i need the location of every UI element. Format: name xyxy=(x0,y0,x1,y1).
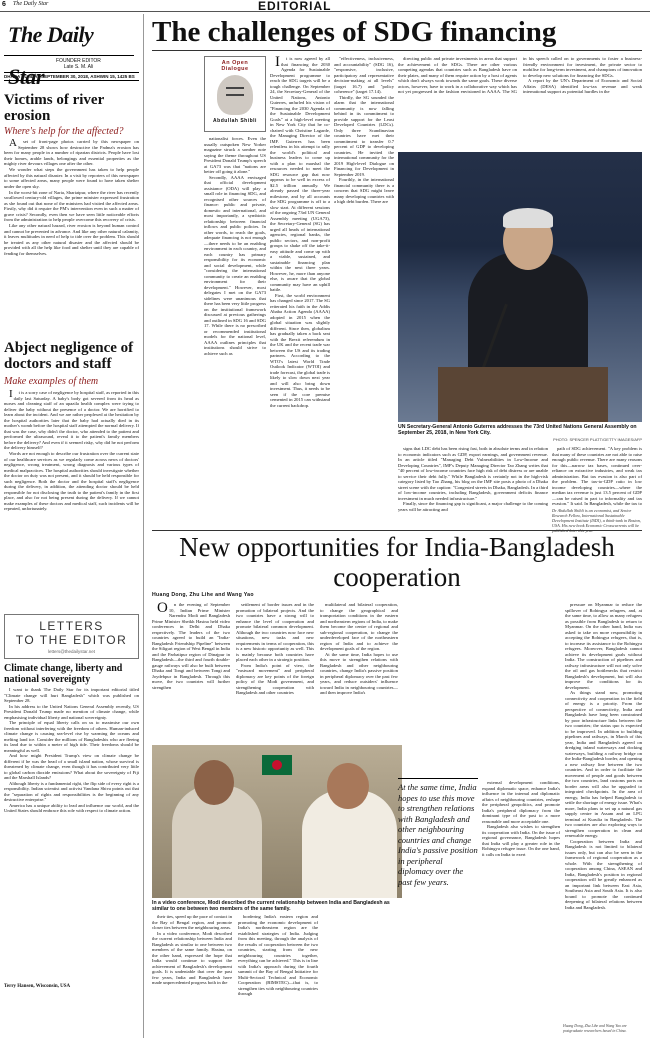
paragraph: The principle of equal liberty calls on us to maximise our own freedom without interfering with the freedom of others. Human-induced climate change is causing sea-level rise by warming the oceans and melting land ice. Consider the millions of Bangladeshis who are fleeing its land due to within a meter of high tide. Their freedoms should be meaningful as well. xyxy=(4,720,139,753)
sdg-column-a xyxy=(152,136,200,524)
paragraph: I want to thank The Daily Star for its important editorial titled "Climate change will hurt Bangladesh" which was published on September 28. xyxy=(4,687,139,703)
paragraph: Cooperation between India and Bangladesh is not limited to bilateral issues only, but can also be seen in the framework of regional cooperation as a whole. With the strengthening of cooperation among China, ASEAN and India, Bangladesh's position in regional cooperation will be greatly enhanced as an important link between East Asia, Southeast Asia and South Asia. It is also bound to promote the continued deepening of bilateral relations between India and Bangladesh. xyxy=(565,838,642,910)
sdg-column-0 xyxy=(204,136,266,524)
india-column-1 xyxy=(152,602,230,742)
byline: Huang Dong, Zhu Lihe and Wang Yao xyxy=(152,592,254,598)
paragraph: multilateral and bilateral cooperation, to change the geographical and transportation conditions in the eastern and northeastern regions of India, to make them become the centre of regional and sub-regional cooperation, to change the underdeveloped face of the northeastern region of India and to achieve the development goals of the region. xyxy=(320,602,398,651)
sdg-column-2 xyxy=(334,56,394,524)
paragraph: Words are not enough to describe our frustration over the current state of our healthcare services as we regularly come across news of doctors' negligence, wrong treatment, wrong diagnosis and various types of medical malpractices. The hospital authorities should investigate whether the doctor on duty was not present, and it should be held responsible for such negligence. Both the doctor and the hospital staff's negligence during the delivery, in addition, the attending doctor should be held responsible for not disclosing the truth to the patient's family in the first place, and also for not being present during the delivery. If we cannot make examples of these doctors and medical staff, such incidents will be repeated, unfortunately. xyxy=(4,451,139,511)
paragraph: settlement of border issues and in the promotion of bilateral projects. And the two countries have a strong will to enhance the level of cooperation and promote bilateral common development. Although the two countries now face new situations, new tasks and new requirements in terms of cooperation, this is a new historic opportunity as well. This is mainly because both countries have placed each other in a strategic position. xyxy=(236,602,314,662)
paragraph: their ties, speed up the pace of contact in the Bay of Bengal region, and promote closer ties between the neighbouring areas. xyxy=(152,914,232,930)
editorial-1-body xyxy=(4,139,139,329)
india-column-b2 xyxy=(238,914,318,1024)
founder-label: FOUNDER EDITOR xyxy=(56,58,101,64)
paragraph: It is now agreed by all that financing the 2030 Agenda for Sustainable Development programme to reach the SDG targets will be a tough challenge. On September 24, the Secretary-General of the United Nations, Antonio Guterres, unfurled his vision of "Financing the 2030 Agenda of the Sustainable Development Goals" at a high-level meeting in New York City that he co-chaired with Christine Lagarde, the Managing Director of the IMF. Guterres has been relentless in his attempt to rally the world's political and business leaders to come up with a plan to marshal the resources needed to meet the SDG resource gap that now appears to be well in excess of $2.5 trillion annually. We already passed the three-year milestone, and by all accounts the SDG programme is off to a slow start. At different sessions of the ongoing 73rd UN General Assembly meeting (UGA73), the Secretary-General (SG) has urged all heads of international agencies, regional banks, the public sectors, and non-profit groups to shake off the take-it-easy attitude and come up with a viable, sustained, and sustainable financing plan within the next three years. However, he, more than anyone else, is aware that the global community may have an uphill battle. xyxy=(270,56,330,292)
sdg-column-3 xyxy=(398,56,642,148)
photo-credit: PHOTO: SPENCER PLATT/GETTY IMAGES/AFP xyxy=(553,437,642,442)
letter-body xyxy=(4,687,139,982)
column-label xyxy=(205,60,265,72)
paragraph: America has a unique ability to lead and influence our world, and the United States should embrace this role with respect to climate action. xyxy=(4,802,139,813)
publication-name: The Daily Star xyxy=(13,1,49,7)
page-number: 6 xyxy=(2,1,6,8)
author-name: Abdullah Shibli xyxy=(213,118,257,124)
photo-caption: UN Secretary-General Antonio Guterres addresses the 73rd United Nations General Assembly on September 25, 2018, in New York City. xyxy=(398,424,637,436)
paragraph: path of SDG achievement. "A key problem is that many of these countries are not able to raise enough public revenue. There are many reasons for this—narrow tax bases, continued over-reliance on extractive industries, and weak tax administration. But tax evasion is also part of the problem. The tax-to-GDP ratio in low income developing countries—where the median tax revenue is just 13.5 percent of GDP—can be raised in part to informality and tax evasion." It said. In Bangladesh, while the tax to xyxy=(552,446,642,506)
letter-title: Climate change, liberty and national sovereignty xyxy=(4,663,123,685)
author-bio: Dr Abdullah Shibli is an economist, and Senior Research Fellow, International Sustainable Development Institute (ISDI), a think-tank in Boston, USA. His new book Economic Crosscurrents will be xyxy=(552,508,641,528)
photo-head-right xyxy=(327,763,369,809)
india-column-6 xyxy=(565,602,642,1020)
left-column xyxy=(0,14,143,1038)
paragraph: First, the world environment has changed since 2017. The SG reiterated his faith in the Addis Ababa Action Agenda (AAAA) adopted in 2015 when the global situation was slightly different. Since then, globalism has gradually taken a back seat with the Brexit referendum in the UK and the recent trade war between the US and its trading partners. According to the WTO's latest World Trade Outlook Indicator (WTOI) and trade forecast, the global trade is likely to slow down next year and will also bring down investment. Thus, it needs to be seen if the core premise cemented in 2015 can withstand the current backdrop. xyxy=(270,292,330,408)
paragraph: On the evening of September 10, Indian Prime Minister Narendra Modi and Bangladesh Prime Minister Sheikh Hasina held video conferences in Delhi and Dhaka respectively. The leaders of the two countries agreed to build an "India-Bangladesh Friendship Pipeline" between the Siliguri region of West Bengal in India and the Parbatipur region of Dinajpur in Bangladesh—the third and fourth double-gauge railways will also be built between Dhaka and Tongi and between Tongi and Joydebpur in Bangladesh. Through this move, the two countries will further strengthen xyxy=(152,602,230,690)
guterres-photo xyxy=(398,152,642,422)
column-divider xyxy=(143,14,144,1038)
editorial-2-deck: Make examples of them xyxy=(4,376,99,387)
letters-header xyxy=(4,614,139,659)
india-column-b3 xyxy=(482,780,560,1024)
paragraph: We wonder what steps the government has taken to help people affected by this natural disaster. In a visit by reporters of this newspaper to some affected areas, many people were found to have taken shelter under the open sky. xyxy=(4,167,139,189)
paragraph: nationalist forces. Even the usually outspoken New Yorker magazine struck a somber note saying the theme throughout US President Donald Trump's speech at GA73 was that "nations are better off going it alone." xyxy=(204,136,266,174)
modi-hasina-photo xyxy=(152,745,402,898)
sdg-column-5 xyxy=(552,446,642,506)
masthead-title: The Daily Star xyxy=(8,22,94,89)
sdg-column-1 xyxy=(270,56,330,524)
paragraph: It is a sorry case of negligence by hospital staff, as reported in this daily last Saturday. A baby's body got severed from its head as nurses and cleaning staff of an upazila health complex were trying to deliver the baby without the presence of a doctor. We are horrified to learn about the incident. And we are rather perplexed at the hesitation by the hospital authorities later that the baby had actually died in its mother's womb before the hospital staff attempted the normal delivery. If that was the case, why didn't the doctor, who attended to the patient and performed the ultrasound, reveal it to the patient's family members before the delivery? And even if it seemed risky, why did he not perform the delivery himself? xyxy=(4,390,139,450)
paragraph: Although liberty is a fundamental right, the flip side of every right is a responsibility. Indian scientist and activist Vandana Shiva points out that the "separation of rights and responsibilities is the beginning of any destructive enterprise." xyxy=(4,780,139,802)
photo-podium xyxy=(438,367,608,422)
paragraph: signs that LDC debt has been rising fast, both in absolute terms and in relation to economic indicators such as GDP, export earnings, and government revenue. In an article titled "Managing Debt Vulnerabilities in Low-Income and Developing Countries", IMF's Deputy Managing Director Tao Zhang writes that "40 percent of low-income countries face high risk of debt distress or are unable to service their debt fully." While Bangladesh is certainly not in the high-risk category listed by Tao Zhang, his blog on the IMF site posts a photo of a Dhaka street scene with the caption: "Congested streets in Dhaka, Bangladesh. In a third of low-income countries, including Bangladesh, government deficits finance investment in much needed infrastructure." xyxy=(398,446,548,501)
bangladesh-flag-icon xyxy=(262,755,292,775)
editorial-1-title: Victims of river erosion xyxy=(4,92,104,124)
letters-heading-2: TO THE EDITOR xyxy=(15,633,128,647)
letters-email[interactable]: letters@thedailystar.net xyxy=(47,649,96,654)
paragraph: And how might President Trump's view on climate change be different if he was the head of a small island nation, whose survival is threatened by climate change, even though it has contributed very little to global carbon dioxide emissions? What about the sovereignty of Fiji and the Marshall Islands? xyxy=(4,753,139,780)
photo-head-left xyxy=(194,760,234,805)
paragraph: Finally, since the financing gap is significant, a major challenge to the coming years will be attracting and xyxy=(398,501,548,512)
author-photo xyxy=(217,75,253,115)
letters-section xyxy=(4,614,139,1038)
india-column-2 xyxy=(236,602,314,742)
paragraph: directing public and private investments in areas that support the achievement of the SDGs. There are other various competing agendas that countries such as Bangladesh have on their plates, and many of them require action by a host of agents which don't always work towards the same goals. These diverse actors, however, have to work in a collaborative way which has not yet progressed in the fashion envisioned in AAAA. The SG in his speech called on to governments to foster a business-friendly environment for investment, the private sector to mobilise for long-term investment, and champions of innovation to develop new solutions for financing the SDGs. xyxy=(398,56,642,94)
author-box xyxy=(204,56,266,132)
paragraph: At the same time, India hopes to use this move to strengthen relations with Bangladesh and other neighbouring countries, change India's passive position in peripheral diplomacy over the past few years, and reduce outsiders' influence toward India in neighbouring countries—and then improve India's xyxy=(320,651,398,695)
photo-hair xyxy=(503,208,553,228)
sdg-headline: The challenges of SDG financing xyxy=(152,16,557,48)
paragraph: Like any other natural hazard, river erosion is beyond human control and cannot be prevented in advance. And like any other natural calamity, it leaves multitudes in need of help to tide over the problem. This should be treated as any other natural disaster and the affected should be provided with all the help like food and shelter until they are capable of fending for themselves. xyxy=(4,223,139,256)
section-title: EDITORIAL xyxy=(258,0,332,13)
dateline: DHAKA SUNDAY SEPTEMBER 30, 2018, ASHWIN 15, 1425 BS xyxy=(4,72,139,81)
sdg-column-4 xyxy=(398,446,548,526)
india-headline: New opportunities for India-Bangladesh cooperation xyxy=(179,532,615,592)
column-label-line-2: Dialogue xyxy=(221,66,249,72)
letters-heading-1: LETTERS xyxy=(39,619,104,633)
paragraph: A report by the UN's Department of Economic and Social Affairs (DESA) identified low-tax revenue and weak international support as potential hurdles in the xyxy=(523,78,642,94)
founder-credit xyxy=(56,58,101,70)
paragraph: Secondly, AAAA envisaged that official development assistance (ODA) will play a small role in financing SDG, and recognised other sources of finance: public and private, domestic and international, and most importantly, a symbiotic relationship between financial inflows and public policies. In other words, to reach the goals, adequate financing is not enough—there needs to be an enabling environment in each country, and each country has primary responsibility for its economic and social development, while "considering the international community to create an enabling environment for their development." However, most delegates I met on the GA73 sidelines were unanimous that there has been very little progress on the institutional framework discussed at previous gatherings and outlined in SDG 16 and SDG 17. While there is no prescribed or recommended institutional models for the national level, AAAA outlines principles that institutions should strive to achieve such as xyxy=(204,174,266,356)
editorial-2-body xyxy=(4,390,139,600)
paragraph: Fourthly, in the international financial community there is a concern that SDG might leave many developing countries with a high debt burden. There are xyxy=(334,177,394,204)
headline-rule xyxy=(152,50,642,51)
letter-signature: Terry Hansen, Wisconsin, USA xyxy=(4,984,71,989)
editorial-1-deck: Where's help for the affected? xyxy=(4,126,124,137)
paragraph: Thirdly, the SG sounded the alarm that the international community is now falling behind in its commitment to provide support for the Least Developed Countries (LDCs). Only three Scandinavian countries have met their commitment to transfer 0.7 percent of GDP to developing countries. He invited the international community for the 2019 High-level Dialogue on Financing for Development in September 2019. xyxy=(334,94,394,177)
paragraph: bordering India's eastern region and promoting the economic development of India's northeastern region are the established strategies of India. Judging from this meeting, through the analysis of the results of cooperation between the two countries, starting from the new neighbouring countries together, everything can be achieved." This is in line with India's approach during the fourth summit of the Bay of Bengal Initiative for Multi-Sectoral Technical and Economic Cooperation (BIMSTEC)—that is, to strengthen ties with neighbouring countries through xyxy=(238,914,318,996)
paragraph: Aset of front-page photos carried by this newspaper on September 28 shows how destructive the Padma's erosion has been for many people in a number of riparian districts. People have lost their homes, arable lands, belongings and essential properties as the mighty river devours villages one after the other. xyxy=(4,139,139,166)
paragraph: In a video conference, Modi described the current relationship between India and Bangladesh as similar to one between two members of the same family. Hasina, on the other hand, expressed the hope that India would continue to support the achievement of Bangladesh's development goals. It is undeniable that over the past few years, India and Bangladesh have made unprecedented progress both in the xyxy=(152,930,232,985)
pull-quote: At the same time, India hopes to use this move to strengthen relations with Bangladesh and other neighbouring countries and change India's passive position in peripheral diplomacy over the past few years. xyxy=(398,778,478,887)
paragraph: From India's point of view, the "eastward movement" and peripheral diplomacy are key points of the foreign policy of the Modi government, and strengthening cooperation with Bangladesh and other countries xyxy=(236,662,314,695)
paragraph: Bangladesh also wishes to strengthen its cooperation with India. On the issue of regional governance, Bangladesh hopes that India will play a greater role in the Rohingya refugee issue. On the one hand, it calls on India to exert xyxy=(482,824,560,857)
india-column-b1 xyxy=(152,914,232,1024)
editorial-2-title: Abject negligence of doctors and staff xyxy=(4,340,134,372)
founder-name: Late S. M. Ali xyxy=(63,64,94,70)
paragraph: In the worst-hit zone of Naria, Shariatpur, where the river has recently swallowed century-old villages, the prime minister expressed frustration as she found out that none of the ministers had visited the affected areas. Firstly, why did it require the PM's intervention even in such a matter of grave crisis? Secondly, even then we have seen little noticeable efforts from the administration to help people overcome this recovery of crisis. xyxy=(4,189,139,222)
page-header xyxy=(0,0,650,12)
paragraph: external development conditions, expand diplomatic space, enhance India's influence in the internal and diplomatic affairs of neighbouring countries, reshape the peripheral geopolitics, and promote India's peripheral diplomacy from the dominant type of the past to a more reasonable and more acceptable one. xyxy=(482,780,560,824)
column-label-line-1: An Open xyxy=(221,60,249,66)
paragraph: "effectiveness, inclusiveness, and accountability" (SDG 16), "responsive, inclusive, participatory and representative decision-making at all levels" (target 16.7) and "policy coherence" (target 17.14). xyxy=(334,56,394,94)
author-footnote: Huang Dong, Zhu Lihe and Wang Yao are postgraduate researchers based in China. xyxy=(563,1024,627,1033)
paragraph: In his address to the United Nations General Assembly recently, US President Donald Trump made no mention of climate change, while emphasising individual liberty and national sovereignty. xyxy=(4,703,139,720)
paragraph: pressure on Myanmar to reduce the spillover of Rohingya refugees, and, at the same time, to allow as many refugees as possible from Bangladesh to return to Myanmar. On the other hand, India was asked to take on more responsibility in accepting the Rohingya refugees, that is, to increase its assistance to the Rohingya refugees. Moreover, Bangladesh cannot achieve its development goals without India. The construction of pipelines and railway infrastructure will not only solve the oil and gas bottlenecks that restrict Bangladesh's development, but will also improve the conditions for its development. xyxy=(565,602,642,690)
paragraph: As things stand now, promoting connectivity and cooperation in the field of energy is a priority. From the perspective of connectivity, India and Bangladesh have long been constrained by poor infrastructure links between the two countries; the status quo is expected to be improved. In addition to building pipelines and railways, in March of this year, India and Bangladesh agreed on dredging inland waterways and docking waterways, building a railway bridge on the India-Bangladesh border, and opening a new railway line between the two countries. And in order to facilitate the movement of people and goods between the two countries, land customs ports on border areas will also be upgraded to integrated checkpoints. In the area of energy, India has helped Bangladesh to settle the shortage of energy issue. What's more, India plans to set up a natural gas supply centre in Assam and an LPG terminal at Kurulia in Bangladesh. The two countries are also exploring ways to strengthen cooperation in clean and renewable energy. xyxy=(565,690,642,838)
photo-caption: In a video conference, Modi described the current relationship between India and Bangladesh as similar to one between two members of the same family. xyxy=(152,900,390,912)
section-rule xyxy=(152,530,642,531)
